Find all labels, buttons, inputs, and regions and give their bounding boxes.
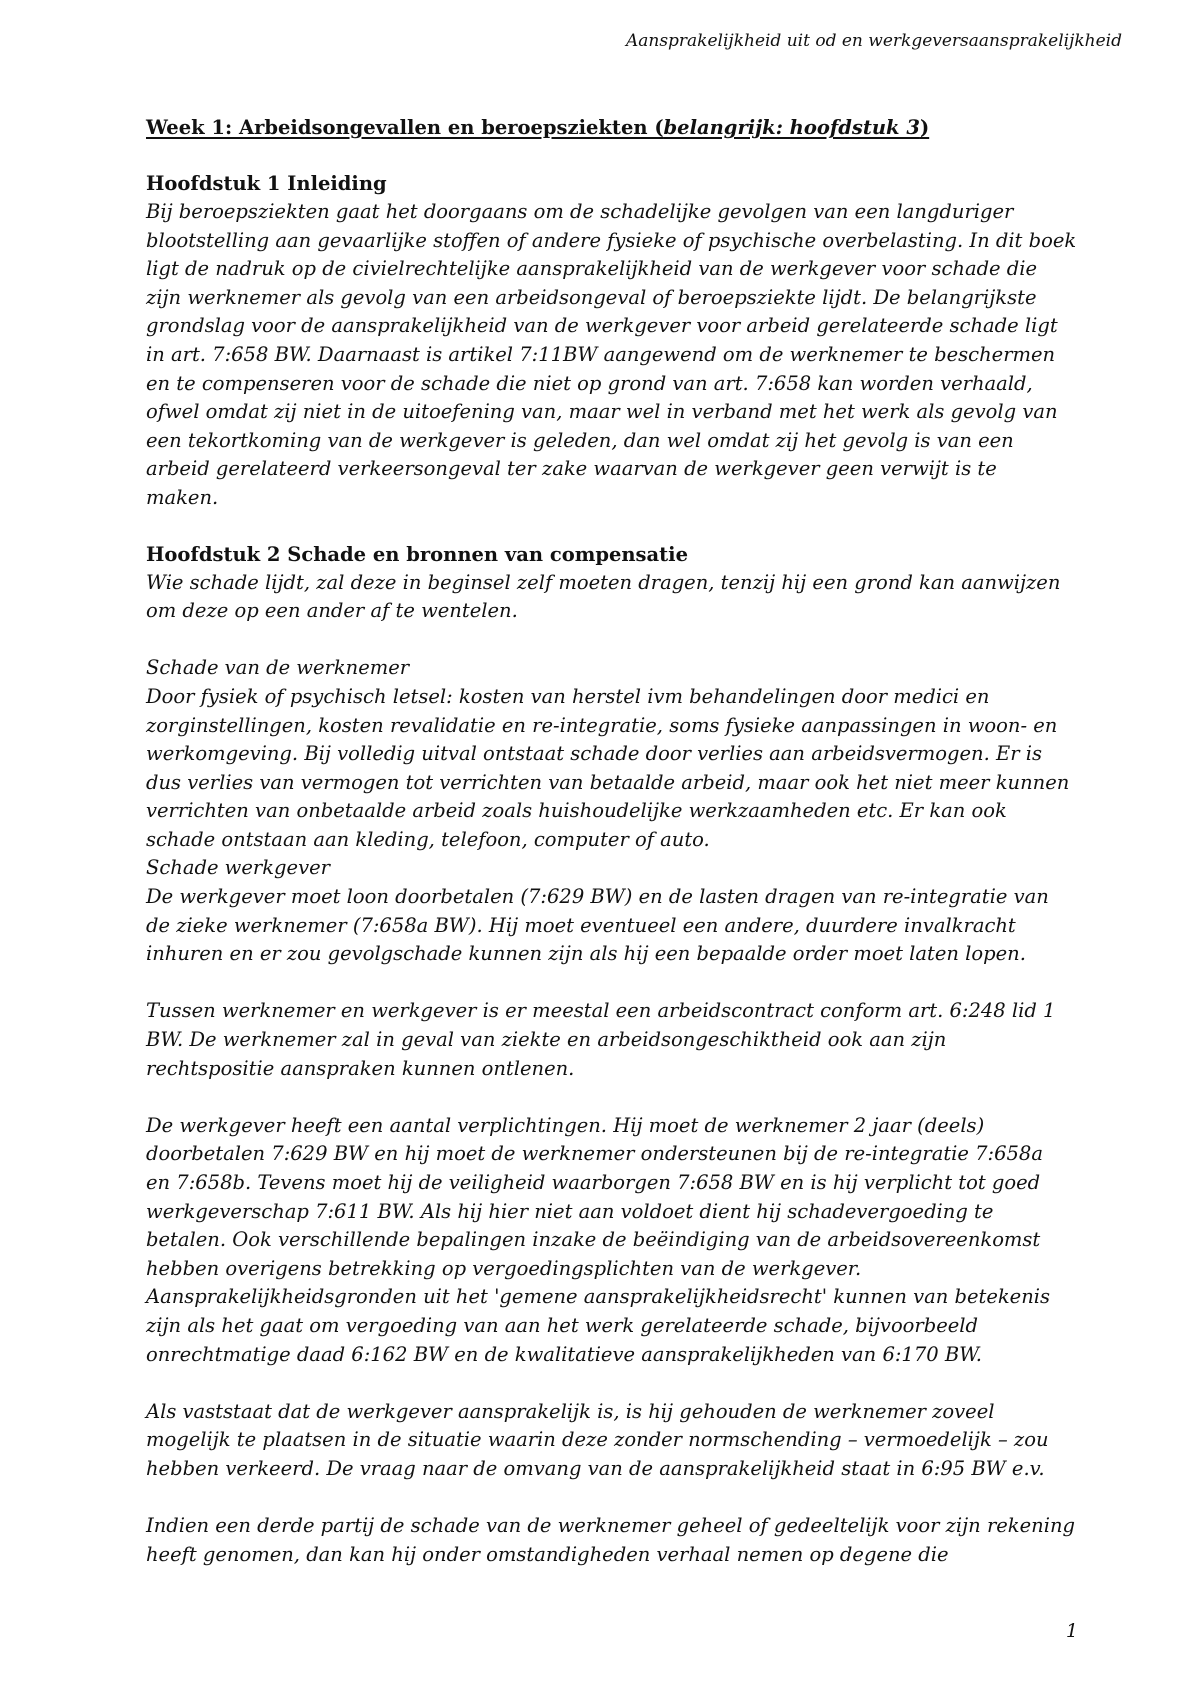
- paragraph-line: zijn werknemer als gevolg van een arbeidsongeval of beroepsziekte lijdt. De belangrijkste: [146, 285, 1037, 309]
- paragraph-line: Indien een derde partij de schade van de werknemer geheel of gedeeltelijk voor zijn rekening: [146, 1514, 1075, 1538]
- week-title: [146, 114, 1096, 142]
- paragraph-line: betalen. Ook verschillende bepalingen inzake de beëindiging van de arbeidsovereenkomst: [146, 1228, 1041, 1252]
- paragraph-line: mogelijk te plaatsen in de situatie waarin deze zonder normschending – vermoedelijk – zou: [146, 1428, 1049, 1452]
- paragraph-line: en 7:658b. Tevens moet hij de veiligheid waarborgen 7:658 BW en is hij verplicht tot goed: [146, 1171, 1041, 1194]
- paragraph-line: in art. 7:658 BW. Daarnaast is artikel 7:11BW aangewend om de werknemer te beschermen: [146, 342, 1056, 366]
- paragraph-line: Tussen werknemer en werkgever is er meestal een arbeidscontract conform art. 6:248 lid 1: [146, 999, 1056, 1023]
- paragraph-line: dus verlies van vermogen tot verrichten van betaalde arbeid, maar ook het niet meer kunnen: [146, 770, 1070, 794]
- paragraph-line: De werkgever moet loon doorbetalen (7:629 BW) en de lasten dragen van re-integratie van: [146, 885, 1049, 909]
- paragraph-line: om deze op een ander af te wentelen.: [146, 599, 518, 623]
- chapter-1-heading: Hoofdstuk 1 Inleiding: [146, 172, 387, 195]
- page-content: [146, 114, 1096, 1569]
- contract-paragraph: [146, 997, 1096, 1083]
- week-title-main: Week 1: Arbeidsongevallen en beroepsziekten (: [146, 116, 664, 139]
- paragraph-line: zorginstellingen, kosten revalidatie en re-integratie, soms fysieke aanpassingen in woon- en: [146, 713, 1058, 737]
- paragraph-line: een tekortkoming van de werkgever is geleden, dan wel omdat zij het gevolg is van een: [146, 428, 1014, 452]
- page-number: 1: [1065, 1620, 1078, 1642]
- paragraph-line: inhuren en er zou gevolgschade kunnen zijn als hij een bepaalde order moet laten lopen.: [146, 942, 1026, 966]
- paragraph-line: de zieke werknemer (7:658a BW). Hij moet eventueel een andere, duurdere invalkracht: [146, 913, 1016, 937]
- paragraph-line: werkomgeving. Bij volledig uitval ontstaat schade door verlies aan arbeidsvermogen. Er is: [146, 742, 1042, 766]
- paragraph-spacer: [146, 1369, 1096, 1398]
- paragraph-line: hebben overigens betrekking op vergoedingsplichten van de werkgever.: [146, 1256, 862, 1280]
- paragraph-line: rechtspositie aanspraken kunnen ontlenen.: [146, 1056, 575, 1080]
- chapter-1-paragraph: [146, 198, 1096, 513]
- obligations-paragraph: [146, 1112, 1096, 1369]
- employee-damage-paragraph: [146, 654, 1096, 969]
- paragraph-line: maken.: [146, 485, 219, 509]
- paragraph-line: Bij beroepsziekten gaat het doorgaans om de schadelijke gevolgen van een langduriger: [146, 200, 1014, 223]
- week-title-emphasis: belangrijk: hoofdstuk 3: [663, 116, 920, 139]
- paragraph-line: heeft genomen, dan kan hij onder omstandigheden verhaal nemen op degene die: [146, 1542, 949, 1566]
- paragraph-line: blootstelling aan gevaarlijke stoffen of andere fysieke of psychische overbelasting. In dit boek: [146, 228, 1077, 252]
- paragraph-line: arbeid gerelateerd verkeersongeval ter zake waarvan de werkgever geen verwijt is te: [146, 457, 997, 481]
- paragraph-spacer: [146, 1083, 1096, 1112]
- third-party-paragraph: [146, 1512, 1096, 1569]
- paragraph-line: Aansprakelijkheidsgronden uit het 'gemene aansprakelijkheidsrecht' kunnen van betekenis: [146, 1285, 1051, 1309]
- paragraph-line: werkgeverschap 7:611 BW. Als hij hier niet aan voldoet dient hij schadevergoeding te: [146, 1199, 994, 1223]
- subheading-employer-damage: Schade werkgever: [146, 856, 330, 880]
- paragraph-line: BW. De werknemer zal in geval van ziekte en arbeidsongeschiktheid ook aan zijn: [146, 1028, 947, 1052]
- liability-paragraph: [146, 1398, 1096, 1484]
- paragraph-line: De werkgever heeft een aantal verplichtingen. Hij moet de werknemer 2 jaar (deels): [146, 1113, 985, 1137]
- paragraph-line: grondslag voor de aansprakelijkheid van de werkgever voor arbeid gerelateerde schade ligt: [146, 314, 1058, 338]
- paragraph-line: schade ontstaan aan kleding, telefoon, computer of auto.: [146, 827, 710, 851]
- paragraph-spacer: [146, 1484, 1096, 1513]
- paragraph-spacer: [146, 626, 1096, 655]
- paragraph-line: doorbetalen 7:629 BW en hij moet de werknemer ondersteunen bij de re-integratie 7:658a: [146, 1142, 1043, 1166]
- paragraph-line: ligt de nadruk op de civielrechtelijke aansprakelijkheid van de werkgever voor schade die: [146, 257, 1038, 281]
- paragraph-line: Als vaststaat dat de werkgever aansprakelijk is, is hij gehouden de werknemer zoveel: [146, 1399, 995, 1423]
- week-title-close: ): [919, 116, 930, 139]
- chapter-2-intro: [146, 569, 1096, 626]
- paragraph-line: onrechtmatige daad 6:162 BW en de kwalitatieve aansprakelijkheden van 6:170 BW.: [146, 1342, 982, 1366]
- paragraph-line: hebben verkeerd. De vraag naar de omvang van de aansprakelijkheid staat in 6:95 BW e.v.: [146, 1456, 1045, 1480]
- chapter-2-heading: Hoofdstuk 2 Schade en bronnen van compensatie: [146, 542, 688, 566]
- paragraph-line: Door fysiek of psychisch letsel: kosten van herstel ivm behandelingen door medici en: [146, 684, 990, 708]
- running-header: Aansprakelijkheid uit od en werkgeversaansprakelijkheid: [625, 31, 1122, 51]
- paragraph-line: zijn als het gaat om vergoeding van aan het werk gerelateerde schade, bijvoorbeeld: [146, 1313, 979, 1337]
- paragraph-spacer: [146, 969, 1096, 998]
- subheading-employee-damage: Schade van de werknemer: [146, 656, 410, 680]
- paragraph-line: verrichten van onbetaalde arbeid zoals huishoudelijke werkzaamheden etc. Er kan ook: [146, 799, 1007, 823]
- paragraph-line: Wie schade lijdt, zal deze in beginsel zelf moeten dragen, tenzij hij een grond kan aanwijzen: [146, 570, 1061, 594]
- paragraph-line: en te compenseren voor de schade die niet op grond van art. 7:658 kan worden verhaald,: [146, 371, 1033, 395]
- paragraph-line: ofwel omdat zij niet in de uitoefening van, maar wel in verband met het werk als gevolg van: [146, 400, 1058, 424]
